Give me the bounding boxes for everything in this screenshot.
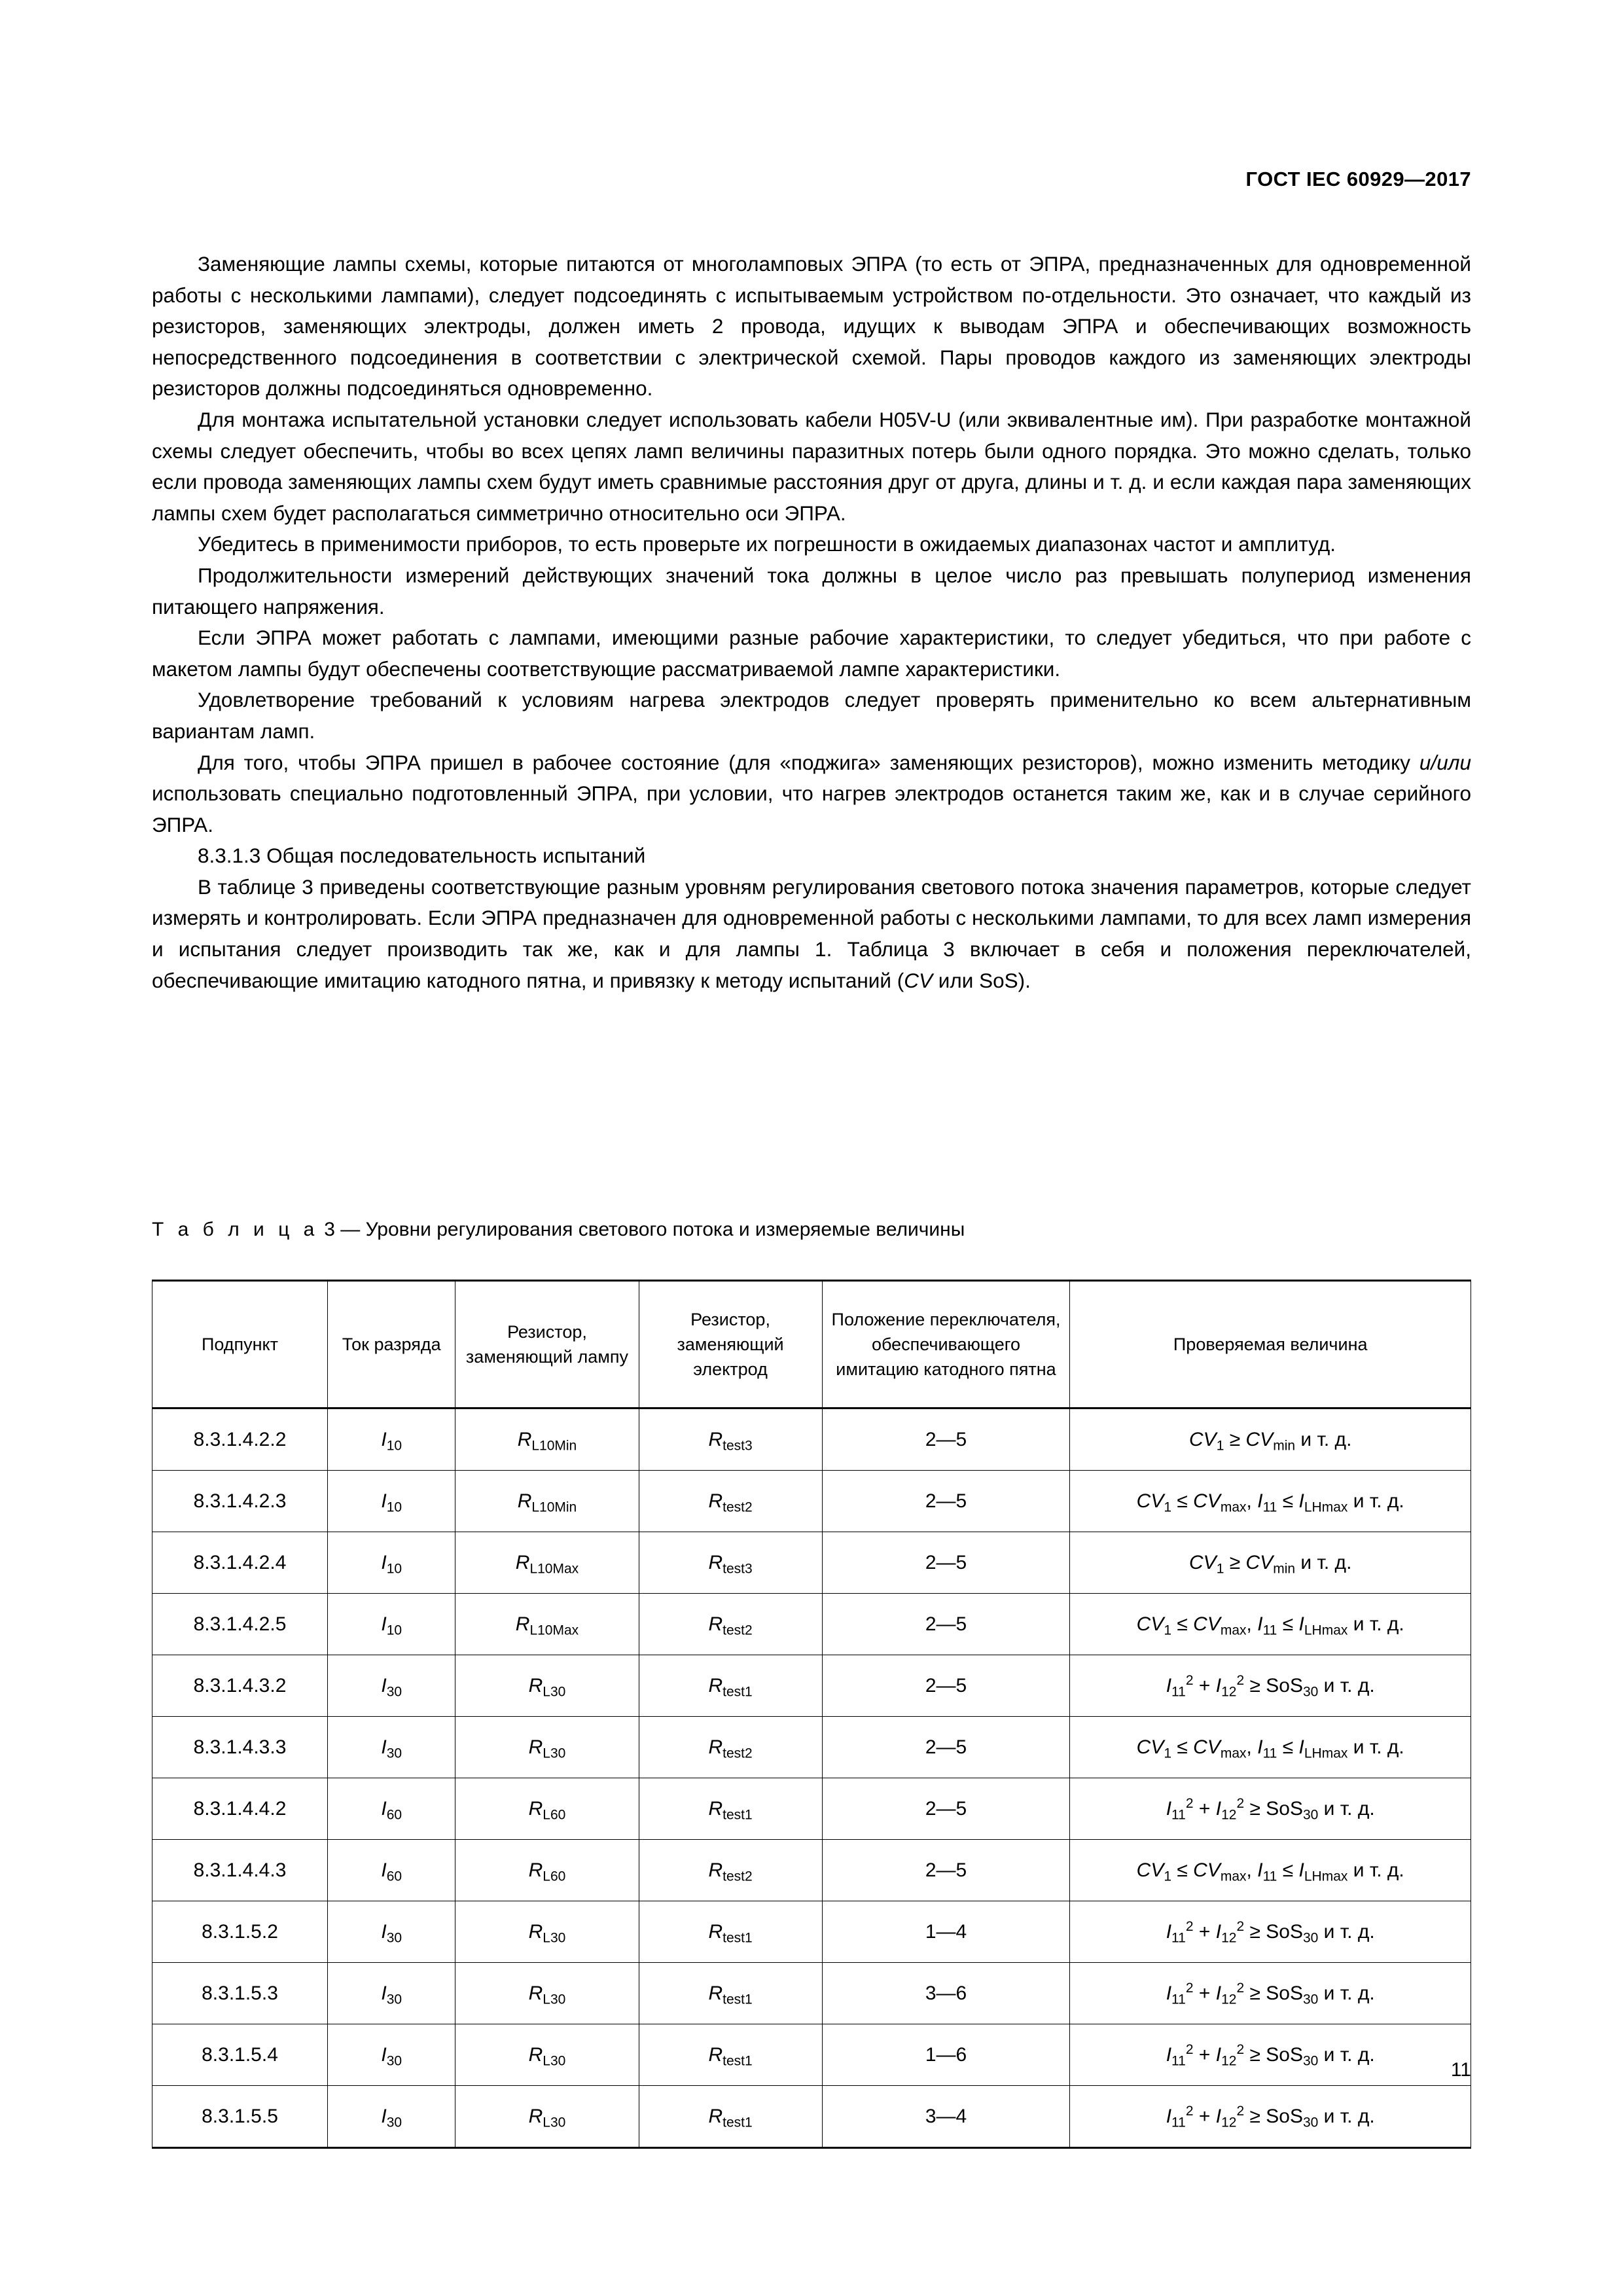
cell-switch-position: 1—6: [822, 2024, 1070, 2086]
cell-discharge-current: [327, 1840, 455, 1901]
cell-switch-position: 3—6: [822, 1963, 1070, 2024]
paragraph: Для монтажа испытательной установки следует использовать кабели H05V-U (или эквивалентные им). При разработке монтажной схемы следует обеспечить, чтобы во всех цепях ламп величины паразитных потерь были одного порядка. Это можно сделать, только если провода заменяющих лампы схем будут иметь сравнимые расстояния друг от друга, длины и т. д. и если каждая пара заменяющих лампы схем будет располагаться симметрично относительно оси ЭПРА.: [152, 407, 1471, 525]
math-symbol: $R_{test2}$: [708, 1859, 753, 1884]
math-symbol: $R_{test1}$: [708, 1674, 753, 1699]
cell-electrode-resistor: [639, 1840, 822, 1901]
math-symbol: $R_{test1}$: [708, 1982, 753, 2007]
math-symbol: $I_{30}$: [381, 1736, 402, 1761]
cell-subclause: 8.3.1.5.5: [152, 2086, 328, 2148]
cell-checked-quantity: [1070, 1471, 1471, 1532]
cell-subclause: 8.3.1.5.2: [152, 1901, 328, 1963]
table-caption-dash: —: [340, 1219, 361, 1240]
cell-subclause: 8.3.1.4.2.5: [152, 1594, 328, 1655]
cell-discharge-current: [327, 1717, 455, 1778]
table-3-container: [152, 1280, 1471, 2149]
cell-lamp-resistor: [455, 1471, 639, 1532]
math-symbol: $R_{test3}$: [708, 1551, 753, 1576]
math-formula: $I_{11}^2 + I_{12}^2 \ge SoS_{30}$ и т. д.: [1166, 1980, 1375, 2007]
cell-checked-quantity: [1070, 1840, 1471, 1901]
cell-lamp-resistor: [455, 1963, 639, 2024]
cell-discharge-current: [327, 1532, 455, 1594]
cell-switch-position: 2—5: [822, 1594, 1070, 1655]
cell-switch-position: 2—5: [822, 1717, 1070, 1778]
paragraph-ballast-preconditioning: [152, 747, 1471, 841]
cell-electrode-resistor: [639, 1963, 822, 2024]
cell-discharge-current: [327, 1408, 455, 1471]
math-symbol: $R_{L10Max}$: [515, 1551, 579, 1576]
math-symbol: $I_{60}$: [381, 1797, 402, 1822]
math-symbol: $I_{30}$: [381, 2043, 402, 2068]
cell-electrode-resistor: [639, 2024, 822, 2086]
cell-electrode-resistor: [639, 1778, 822, 1840]
math-symbol: $I_{30}$: [381, 1674, 402, 1699]
cell-checked-quantity: [1070, 1408, 1471, 1471]
math-symbol: $R_{test3}$: [708, 1428, 753, 1453]
table-caption-title: Уровни регулирования светового потока и измеряемые величины: [365, 1219, 965, 1240]
table-head: [152, 1281, 1471, 1408]
math-symbol: $I_{10}$: [381, 1428, 402, 1453]
math-symbol: $R_{L60}$: [528, 1797, 566, 1822]
cell-lamp-resistor: [455, 1778, 639, 1840]
math-symbol: $R_{test1}$: [708, 2043, 753, 2068]
cell-checked-quantity: [1070, 2086, 1471, 2148]
cell-electrode-resistor: [639, 1717, 822, 1778]
table-caption: [152, 1219, 965, 1241]
paragraph-text-part1: В таблице 3 приведены соответствующие разным уровням регулирования светового потока значения параметров, которые следует измерять и контролировать. Если ЭПРА предназначен для одновременной работы с несколькими лампами, то для всех ламп измерения и испытания следует производить так же, как и для лампы 1. Таблица 3 включает в себя и положения переключателей, обеспечивающие имитацию катодного пятна, и привязку к методу испытаний (: [152, 874, 1471, 992]
page-number: 11: [1450, 2059, 1471, 2081]
math-symbol: $I_{30}$: [381, 1982, 402, 2007]
cell-lamp-resistor: [455, 1532, 639, 1594]
math-symbol: $R_{test2}$: [708, 1490, 753, 1515]
table-caption-number: 3: [324, 1219, 335, 1240]
math-symbol: $R_{test1}$: [708, 2105, 753, 2130]
cell-subclause: 8.3.1.4.2.2: [152, 1408, 328, 1471]
cell-switch-position: 2—5: [822, 1840, 1070, 1901]
cell-electrode-resistor: [639, 2086, 822, 2148]
cell-switch-position: 2—5: [822, 1532, 1070, 1594]
cell-electrode-resistor: [639, 1655, 822, 1717]
paragraph: Заменяющие лампы схемы, которые питаются от многоламповых ЭПРА (то есть от ЭПРА, предназначенных для одновременной работы с несколькими лампами), следует подсоединять с испытываемым устройством по-отдельности. Это означает, что каждый из резисторов, заменяющих электроды, должен иметь 2 провода, идущих к выводам ЭПРА и обеспечивающих возможность непосредственного подсоединения в соответствии с электрической схемой. Пары проводов каждого из заменяющих электроды резисторов должны подсоединяться одновременно.: [152, 252, 1471, 401]
cell-subclause: 8.3.1.5.3: [152, 1963, 328, 2024]
cell-lamp-resistor: [455, 2024, 639, 2086]
table-row: [152, 1655, 1471, 1717]
running-header-standard-number: ГОСТ IEC 60929—2017: [1245, 168, 1471, 190]
math-formula: $I_{11}^2 + I_{12}^2 \ge SoS_{30}$ и т. д.: [1166, 2041, 1375, 2068]
table-caption-label: Т а б л и ц а: [152, 1219, 319, 1240]
table-header-row: [152, 1281, 1471, 1408]
math-symbol: $R_{L60}$: [528, 1859, 566, 1884]
math-formula: $I_{11}^2 + I_{12}^2 \ge SoS_{30}$ и т. д.: [1166, 1918, 1375, 1945]
column-header-subclause: Подпункт: [152, 1281, 328, 1408]
cell-subclause: 8.3.1.4.3.2: [152, 1655, 328, 1717]
paragraph-table-introduction: [152, 872, 1471, 996]
math-symbol: $R_{L10Max}$: [515, 1613, 579, 1638]
paragraph-text-after-italic: использовать специально подготовленный ЭПРА, при условии, что нагрев электродов останется таким же, как и в случае серийного ЭПРА.: [152, 781, 1471, 836]
math-symbol: $I_{30}$: [381, 1920, 402, 1945]
cell-lamp-resistor: [455, 2086, 639, 2148]
table-row: [152, 1963, 1471, 2024]
column-header-electrode-resistor: Резистор, заменяющий электрод: [639, 1281, 822, 1408]
math-symbol: $R_{L30}$: [528, 2043, 566, 2068]
cell-electrode-resistor: [639, 1408, 822, 1471]
table-row: [152, 1532, 1471, 1594]
cell-subclause: 8.3.1.5.4: [152, 2024, 328, 2086]
paragraph-italic-andor: и/или: [1419, 750, 1471, 774]
cell-lamp-resistor: [455, 1655, 639, 1717]
cell-electrode-resistor: [639, 1471, 822, 1532]
cell-discharge-current: [327, 1963, 455, 2024]
paragraph: Убедитесь в применимости приборов, то есть проверьте их погрешности в ожидаемых диапазонах частот и амплитуд.: [198, 532, 1336, 556]
math-symbol: $R_{L30}$: [528, 2105, 566, 2130]
cell-discharge-current: [327, 1471, 455, 1532]
math-symbol: $R_{test2}$: [708, 1613, 753, 1638]
body-text-column: [152, 249, 1471, 996]
math-symbol: $R_{test2}$: [708, 1736, 753, 1761]
cell-checked-quantity: [1070, 1963, 1471, 2024]
table-row: [152, 2086, 1471, 2148]
math-symbol: $R_{L30}$: [528, 1736, 566, 1761]
column-header-discharge-current: Ток разряда: [327, 1281, 455, 1408]
math-symbol: $I_{10}$: [381, 1490, 402, 1515]
cell-discharge-current: [327, 1655, 455, 1717]
cell-subclause: 8.3.1.4.4.3: [152, 1840, 328, 1901]
math-symbol: $R_{L10Min}$: [517, 1428, 577, 1453]
cell-electrode-resistor: [639, 1594, 822, 1655]
math-formula: $I_{11}^2 + I_{12}^2 \ge SoS_{30}$ и т. д.: [1166, 1672, 1375, 1699]
math-symbol: $I_{10}$: [381, 1551, 402, 1576]
math-formula: $CV_1 \le CV_{max}$, $I_{11} \le I_{LHmax}$ и т. д.: [1136, 1859, 1404, 1884]
column-header-lamp-resistor: Резистор, заменяющий лампу: [455, 1281, 639, 1408]
cell-switch-position: 2—5: [822, 1408, 1070, 1471]
math-formula: $CV_1 \ge CV_{min}$ и т. д.: [1189, 1428, 1352, 1453]
cell-lamp-resistor: [455, 1901, 639, 1963]
section-heading-8-3-1-3: 8.3.1.3 Общая последовательность испытаний: [198, 844, 646, 868]
math-symbol: $R_{L30}$: [528, 1674, 566, 1699]
cell-discharge-current: [327, 2086, 455, 2148]
table-row: [152, 1840, 1471, 1901]
paragraph: Удовлетворение требований к условиям нагрева электродов следует проверять применительно ко всем альтернативным вариантам ламп.: [152, 688, 1471, 743]
paragraph-text-before-italic: Для того, чтобы ЭПРА пришел в рабочее состояние (для «поджига» заменяющих резисторов), можно изменить методику: [198, 750, 1419, 774]
math-symbol: $R_{test1}$: [708, 1797, 753, 1822]
math-symbol: $I_{10}$: [381, 1613, 402, 1638]
cell-subclause: 8.3.1.4.3.3: [152, 1717, 328, 1778]
column-header-switch-position: Положение переключателя, обеспечивающего имитацию катодного пятна: [822, 1281, 1070, 1408]
math-symbol: $R_{L30}$: [528, 1920, 566, 1945]
math-symbol: $R_{L10Min}$: [517, 1490, 577, 1515]
cell-lamp-resistor: [455, 1408, 639, 1471]
math-formula: $CV_1 \le CV_{max}$, $I_{11} \le I_{LHmax}$ и т. д.: [1136, 1613, 1404, 1638]
cell-checked-quantity: [1070, 1594, 1471, 1655]
table-row: [152, 1594, 1471, 1655]
cell-subclause: 8.3.1.4.4.2: [152, 1778, 328, 1840]
cell-lamp-resistor: [455, 1717, 639, 1778]
table-body: [152, 1408, 1471, 2148]
math-formula: $CV_1 \ge CV_{min}$ и т. д.: [1189, 1551, 1352, 1576]
math-symbol: $I_{30}$: [381, 2105, 402, 2130]
cell-checked-quantity: [1070, 1778, 1471, 1840]
paragraph-italic-cv: CV: [904, 968, 933, 992]
paragraph: Продолжительности измерений действующих значений тока должны в целое число раз превышать полупериод изменения питающего напряжения.: [152, 563, 1471, 619]
table-3-dimming-levels: [152, 1280, 1471, 2149]
math-formula: $I_{11}^2 + I_{12}^2 \ge SoS_{30}$ и т. д.: [1166, 2103, 1375, 2130]
paragraph-text-part2: или SoS).: [933, 968, 1031, 992]
cell-checked-quantity: [1070, 1532, 1471, 1594]
table-row: [152, 2024, 1471, 2086]
column-header-checked-quantity: Проверяемая величина: [1070, 1281, 1471, 1408]
table-row: [152, 1901, 1471, 1963]
cell-switch-position: 2—5: [822, 1778, 1070, 1840]
cell-discharge-current: [327, 2024, 455, 2086]
math-symbol: $I_{60}$: [381, 1859, 402, 1884]
math-symbol: $R_{test1}$: [708, 1920, 753, 1945]
cell-switch-position: 2—5: [822, 1471, 1070, 1532]
paragraph: Если ЭПРА может работать с лампами, имеющими разные рабочие характеристики, то следует убедиться, что при работе с макетом лампы будут обеспечены соответствующие рассматриваемой лампе характеристики.: [152, 626, 1471, 681]
math-formula: $CV_1 \le CV_{max}$, $I_{11} \le I_{LHmax}$ и т. д.: [1136, 1490, 1404, 1515]
table-row: [152, 1778, 1471, 1840]
cell-switch-position: 2—5: [822, 1655, 1070, 1717]
math-formula: $I_{11}^2 + I_{12}^2 \ge SoS_{30}$ и т. д.: [1166, 1795, 1375, 1822]
cell-checked-quantity: [1070, 1717, 1471, 1778]
cell-discharge-current: [327, 1901, 455, 1963]
cell-subclause: 8.3.1.4.2.3: [152, 1471, 328, 1532]
cell-electrode-resistor: [639, 1532, 822, 1594]
math-formula: $CV_1 \le CV_{max}$, $I_{11} \le I_{LHmax}$ и т. д.: [1136, 1736, 1404, 1761]
cell-checked-quantity: [1070, 1655, 1471, 1717]
cell-checked-quantity: [1070, 1901, 1471, 1963]
cell-lamp-resistor: [455, 1840, 639, 1901]
table-row: [152, 1408, 1471, 1471]
cell-subclause: 8.3.1.4.2.4: [152, 1532, 328, 1594]
cell-discharge-current: [327, 1594, 455, 1655]
cell-discharge-current: [327, 1778, 455, 1840]
math-symbol: $R_{L30}$: [528, 1982, 566, 2007]
cell-lamp-resistor: [455, 1594, 639, 1655]
cell-checked-quantity: [1070, 2024, 1471, 2086]
table-row: [152, 1471, 1471, 1532]
cell-electrode-resistor: [639, 1901, 822, 1963]
cell-switch-position: 3—4: [822, 2086, 1070, 2148]
cell-switch-position: 1—4: [822, 1901, 1070, 1963]
table-row: [152, 1717, 1471, 1778]
